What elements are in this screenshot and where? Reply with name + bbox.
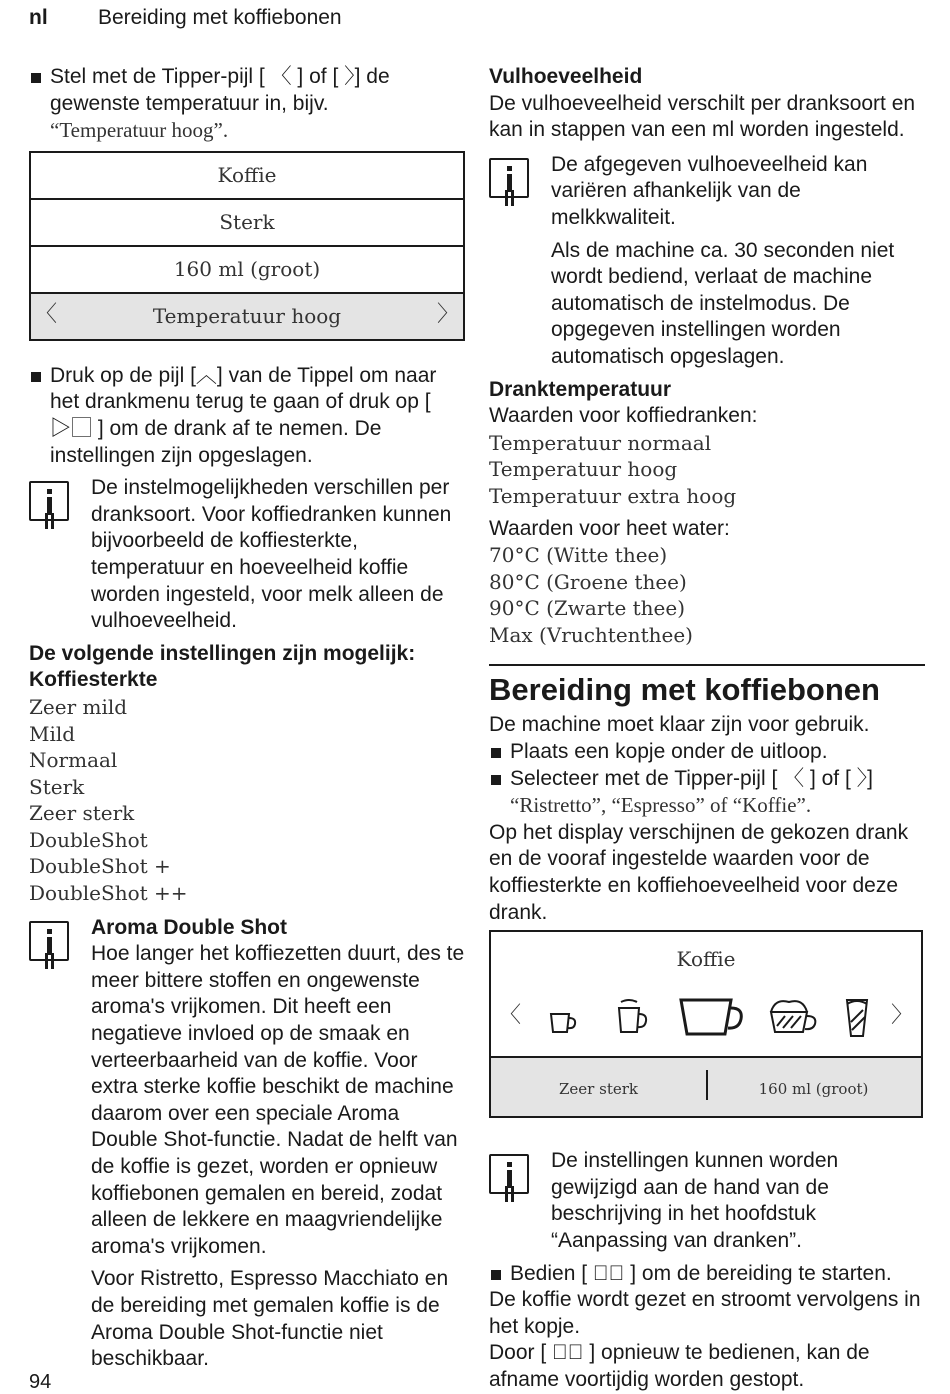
chevron-right-icon: 〉 [436,301,459,327]
stop-text: Door [ ▷⃞ ] opnieuw te bedienen, kan de afname voortijdig worden gestopt. [489,1341,870,1391]
step-set-temperature-quote: “Temperatuur hoog”. [50,118,229,143]
display-description: Op het display verschijnen de gekozen drank en de vooraf ingestelde waarden voor de koffiesterkte en koffiehoeveelheid voor deze drank. [489,820,909,924]
coffee-cup-icon [681,1000,741,1034]
list-item: Zeer sterk [29,801,135,826]
fill-heading: Vulhoeveelheid [489,65,643,88]
info-icon [489,158,529,198]
info-note-settings-text: De instelmogelijkheden verschillen per dranksoort. Voor koffiedranken kunnen bijvoorbeeld de koffiesterkte, temperatuur en hoeveelheid koffie worden ingesteld, voor melk alleen de vulhoeveelheid. [91,476,452,633]
info-note-settings [29,475,465,635]
left-column [29,64,465,1373]
page-number: 94 [29,1371,52,1393]
header-language: nl [29,6,48,29]
step-select-drink-quote: “Ristretto”, “Espresso” of “Koffie”. [510,793,812,818]
list-item: Temperatuur hoog [489,457,678,482]
list-item: Temperatuur normaal [489,430,712,455]
step-select-drink [489,766,925,820]
info-note-fill [489,152,925,371]
list-item: Normaal [29,748,118,773]
menu-row-drink [31,153,463,200]
result-text: De koffie wordt gezet en stroomt vervolgens in het kopje. [489,1288,921,1338]
list-item: DoubleShot [29,827,148,852]
header-title: Bereiding met koffiebonen [98,6,342,29]
info-note-adjust-text: De instellingen kunnen worden gewijzigd aan de hand van de beschrijving in het hoofdstuk “Aanpassing van dranken”. [551,1149,839,1252]
temperature-heading: Dranktemperatuur [489,377,672,401]
water-values-label: Waarden voor heet water: [489,516,730,540]
espresso-cup-icon [551,1014,575,1032]
display-strength: Zeer sterk [559,1080,638,1099]
list-item: 70°C (Witte thee) [489,543,668,568]
ready-text: De machine moet klaar zijn voor gebruik. [489,713,870,737]
step-set-temperature [29,64,465,145]
water-temperature-list [489,542,925,648]
aroma-text-2: Voor Ristretto, Espresso Macchiato en de bereiding met gemalen koffie is de Aroma Double Shot-functie niet beschikbaar. [91,1267,449,1371]
drink-icons-row [541,990,871,1040]
list-item: Zeer mild [29,694,128,719]
list-item: 80°C (Groene thee) [489,569,687,594]
display-drink-title: Koffie [676,947,736,972]
display-amount: 160 ml (groot) [758,1080,869,1099]
step-start: Bedien [ ▷⃞ ] om de bereiding te starten. [489,1261,925,1288]
list-item: Mild [29,721,76,746]
display-status-bar [491,1056,921,1116]
menu-row-amount-label: 160 ml (groot) [173,256,321,281]
ristretto-cup-icon [619,1000,646,1032]
step-return: Druk op de pijl [︿] van de Tippel om naar het drankmenu terug te gaan of druk op [ ▷⃞ ] om de drank af te nemen. De instellingen zijn opgeslagen. [29,363,465,469]
info-note-fill-text: De afgegeven vulhoeveelheid kan variëren afhankelijk van de melkkwaliteit. [551,152,868,229]
chevron-left-icon: 〈 [35,301,58,327]
menu-row-temperature-label: Temperatuur hoog [152,303,342,328]
cappuccino-cup-icon [771,1001,815,1032]
settings-heading: De volgende instellingen zijn mogelijk: [29,641,416,665]
coffee-temperature-list [489,430,925,510]
aroma-heading: Aroma Double Shot [91,915,288,939]
menu-row-strength-label: Sterk [219,209,275,234]
right-column [489,64,925,1394]
latte-glass-icon [847,1000,867,1036]
info-icon [29,921,69,961]
info-icon [29,481,69,521]
menu-row-temperature [31,294,463,339]
list-item: 90°C (Zwarte thee) [489,596,686,621]
list-item: DoubleShot + [29,854,171,879]
coffee-values-label: Waarden voor koffiedranken: [489,404,758,428]
list-item: Max (Vruchtenthee) [489,622,693,647]
settings-menu-display [29,151,465,341]
step-select-drink-text: Selecteer met de Tipper-pijl [ 〈 ] of [ 〉] [510,766,873,790]
list-item: Temperatuur extra hoog [489,483,737,508]
menu-row-strength [31,200,463,247]
info-note-timeout-text: Als de machine ca. 30 seconden niet wordt bediend, verlaat de machine automatisch de instelmodus. De opgegeven instellingen worden automatisch opgeslagen. [551,238,895,368]
strength-heading: Koffiesterkte [29,668,158,692]
info-note-aroma [29,915,465,1373]
step-set-temperature-text: Stel met de Tipper-pijl [ 〈 ] of [ 〉] de gewenste temperatuur in, bijv. [50,65,390,115]
strength-list [29,694,465,907]
info-note-adjust [489,1148,925,1254]
aroma-text: Hoe langer het koffiezetten duurt, des te meer bittere stoffen en ongewenste aroma's vrijkomen. Dit heeft een negatieve invloed op de smaak en verteerbaarheid van de koffie. Voor extra sterke koffie beschikt de machine daarom over een speciale Aroma Double Shot-functie. Nadat de helft van de koffie is gezet, worden er opnieuw koffiebonen gemalen en bereid, zodat alleen de lekkere en maagvriendelijke aroma's vrijkomen. [91,942,465,1258]
menu-row-amount [31,247,463,294]
drink-display [489,930,923,1118]
step-place-cup: Plaats een kopje onder de uitloop. [489,739,925,766]
section-title: Bereiding met koffiebonen [489,664,925,708]
list-item: DoubleShot ++ [29,881,188,906]
fill-text: De vulhoeveelheid verschilt per dranksoort en kan in stappen van een ml worden ingesteld. [489,91,916,142]
chevron-left-icon: 〈 [499,1002,522,1028]
chevron-right-icon: 〉 [890,1002,913,1028]
list-item: Sterk [29,774,85,799]
info-icon [489,1154,529,1194]
menu-row-drink-label: Koffie [217,162,277,187]
